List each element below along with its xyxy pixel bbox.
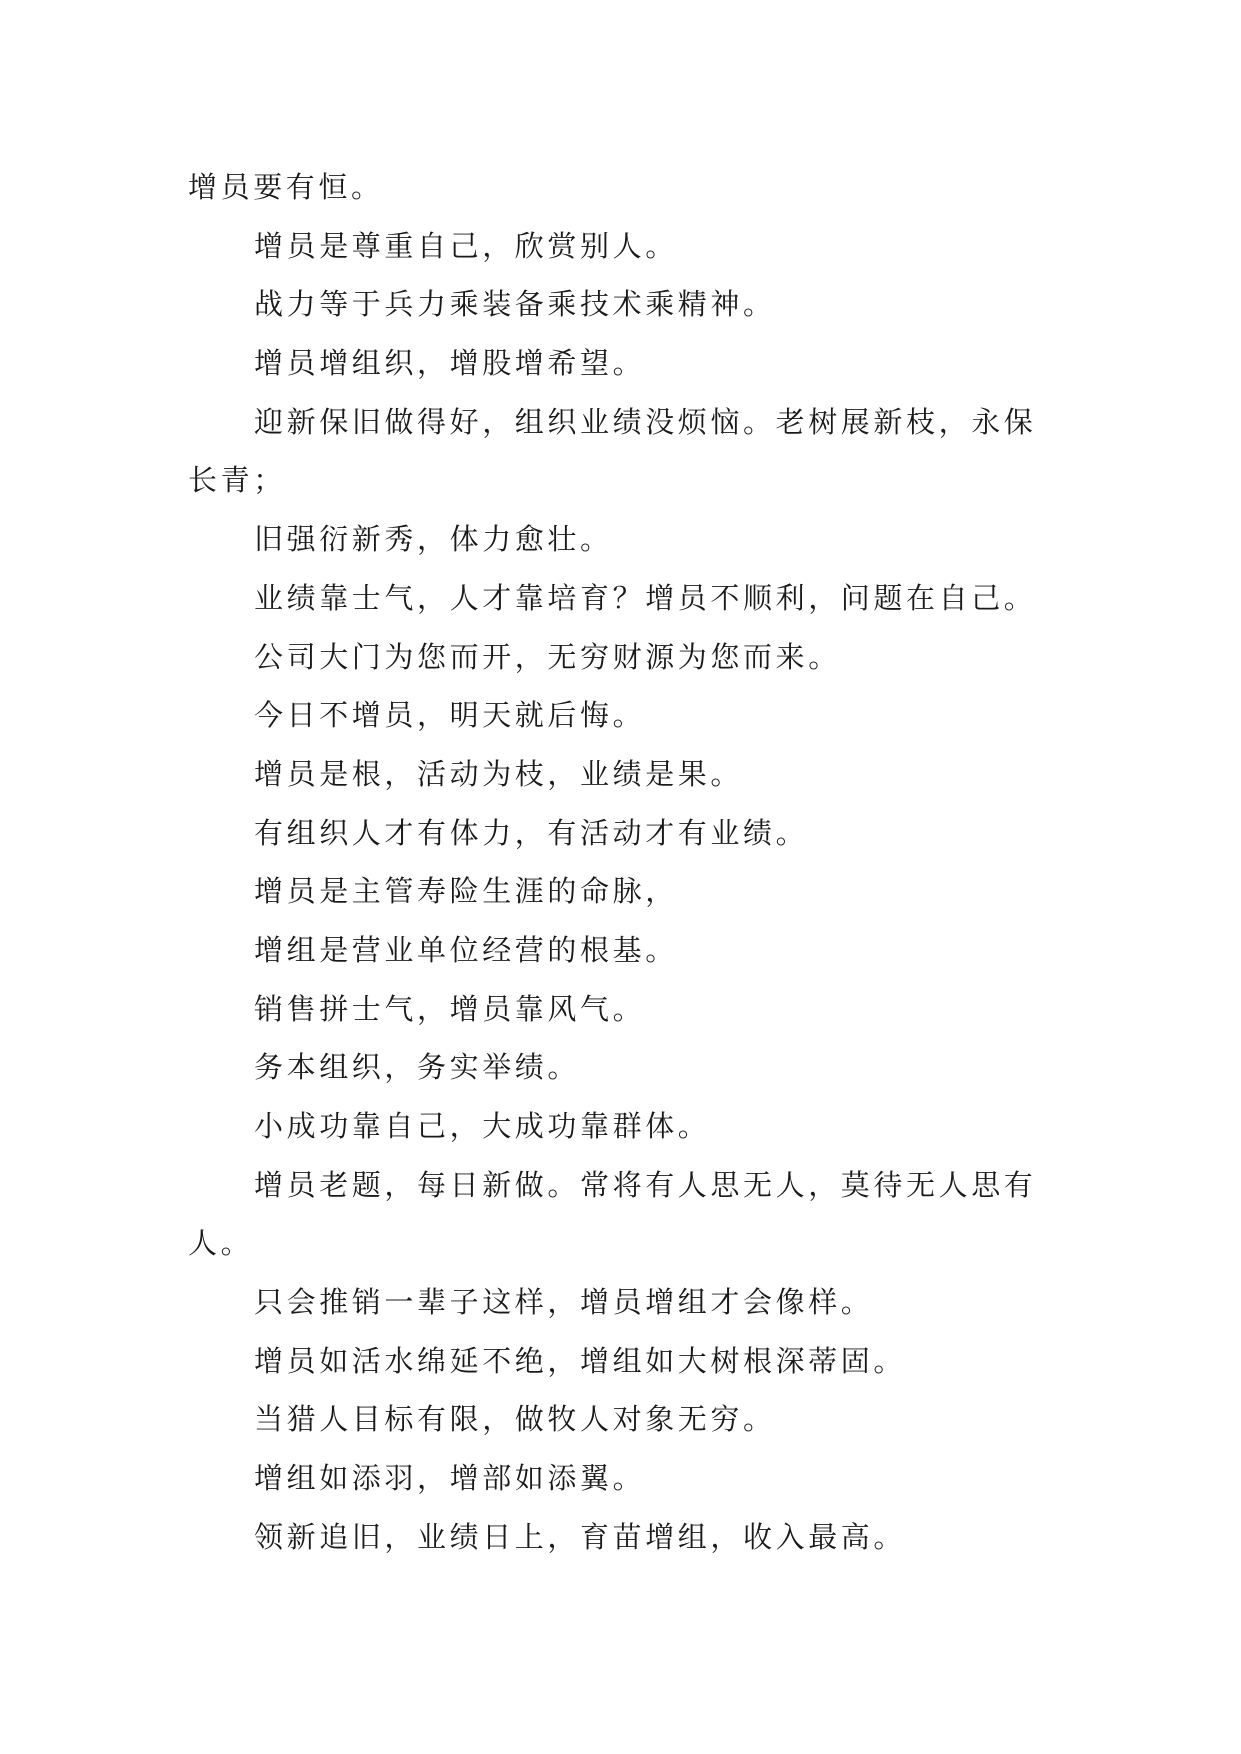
text-line: 小成功靠自己，大成功靠群体。	[254, 1109, 711, 1143]
text-line: 人。	[188, 1226, 254, 1261]
text-line: 增组如添羽，增部如添翼。	[254, 1461, 646, 1496]
text-line: 增员老题，每日新做。常将有人思无人，莫待无人思有	[254, 1167, 1037, 1202]
text-line: 旧强衍新秀，体力愈壮。	[254, 522, 613, 557]
text-line: 长青；	[188, 463, 286, 498]
text-line: 今日不增员，明天就后悔。	[254, 698, 646, 733]
text-line: 迎新保旧做得好，组织业绩没烦恼。老树展新枝，永保	[254, 404, 1037, 439]
text-line: 领新追旧，业绩日上，育苗增组，收入最高。	[254, 1519, 907, 1554]
text-line: 增员要有恒。	[188, 170, 384, 204]
text-line: 增员增组织，增股增希望。	[254, 346, 646, 381]
text-line: 增员是主管寿险生涯的命脉，	[254, 874, 678, 909]
text-line: 公司大门为您而开，无穷财源为您而来。	[254, 639, 841, 674]
text-line: 增员是尊重自己，欣赏别人。	[254, 228, 678, 263]
text-line: 战力等于兵力乘装备乘技术乘精神。	[254, 287, 776, 322]
document-body	[188, 158, 1078, 1567]
text-line: 当猎人目标有限，做牧人对象无穷。	[254, 1402, 776, 1437]
text-line: 增员是根，活动为枝，业绩是果。	[254, 756, 744, 791]
text-line: 销售拼士气，增员靠风气。	[254, 991, 646, 1026]
text-line: 业绩靠士气，人才靠培育？增员不顺利，问题在自己。	[254, 580, 1037, 615]
text-line: 只会推销一辈子这样，增员增组才会像样。	[254, 1285, 874, 1320]
text-line: 增组是营业单位经营的根基。	[254, 932, 678, 967]
text-line: 增员如活水绵延不绝，增组如大树根深蒂固。	[254, 1343, 907, 1378]
text-line: 有组织人才有体力，有活动才有业绩。	[254, 815, 809, 850]
text-line: 务本组织，务实举绩。	[254, 1050, 581, 1085]
